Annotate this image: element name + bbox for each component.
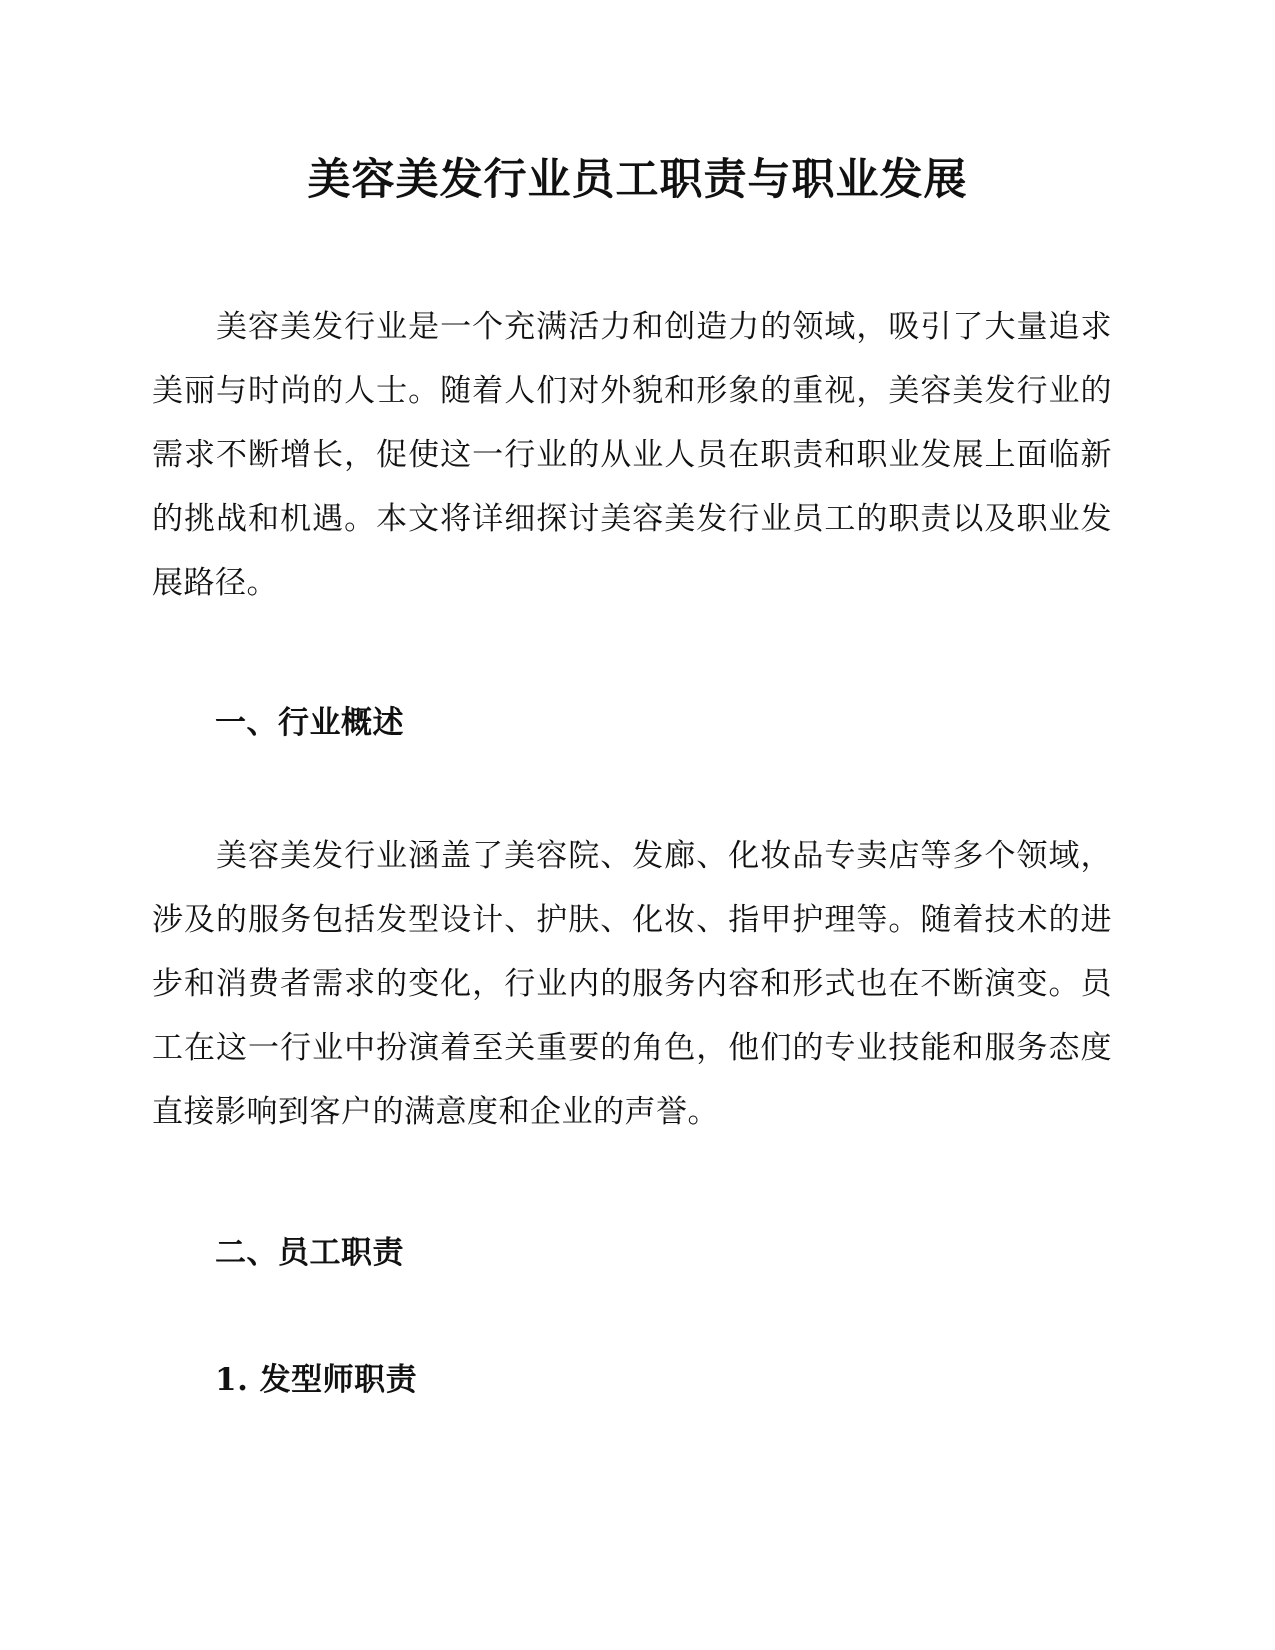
section-heading-overview: 一、行业概述 (215, 705, 404, 741)
intro-paragraph: 美容美发行业是一个充满活力和创造力的领域，吸引了大量追求美丽与时尚的人士。随着人们对外貌和形象的重视，美容美发行业的需求不断增长，促使这一行业的从业人员在职责和职业发展上面临新的挑战和机遇。本文将详细探讨美容美发行业员工的职责以及职业发展路径。 (152, 309, 1112, 601)
document-title: 美容美发行业员工职责与职业发展 (307, 155, 968, 205)
subheading-stylist-duties: 1. 发型师职责 (215, 1362, 418, 1398)
overview-paragraph: 美容美发行业涵盖了美容院、发廊、化妆品专卖店等多个领域，涉及的服务包括发型设计、护肤、化妆、指甲护理等。随着技术的进步和消费者需求的变化，行业内的服务内容和形式也在不断演变。员工在这一行业中扮演着至关重要的角色，他们的专业技能和服务态度直接影响到客户的满意度和企业的声誉。 (152, 838, 1112, 1130)
section-heading-duties: 二、员工职责 (215, 1235, 404, 1271)
